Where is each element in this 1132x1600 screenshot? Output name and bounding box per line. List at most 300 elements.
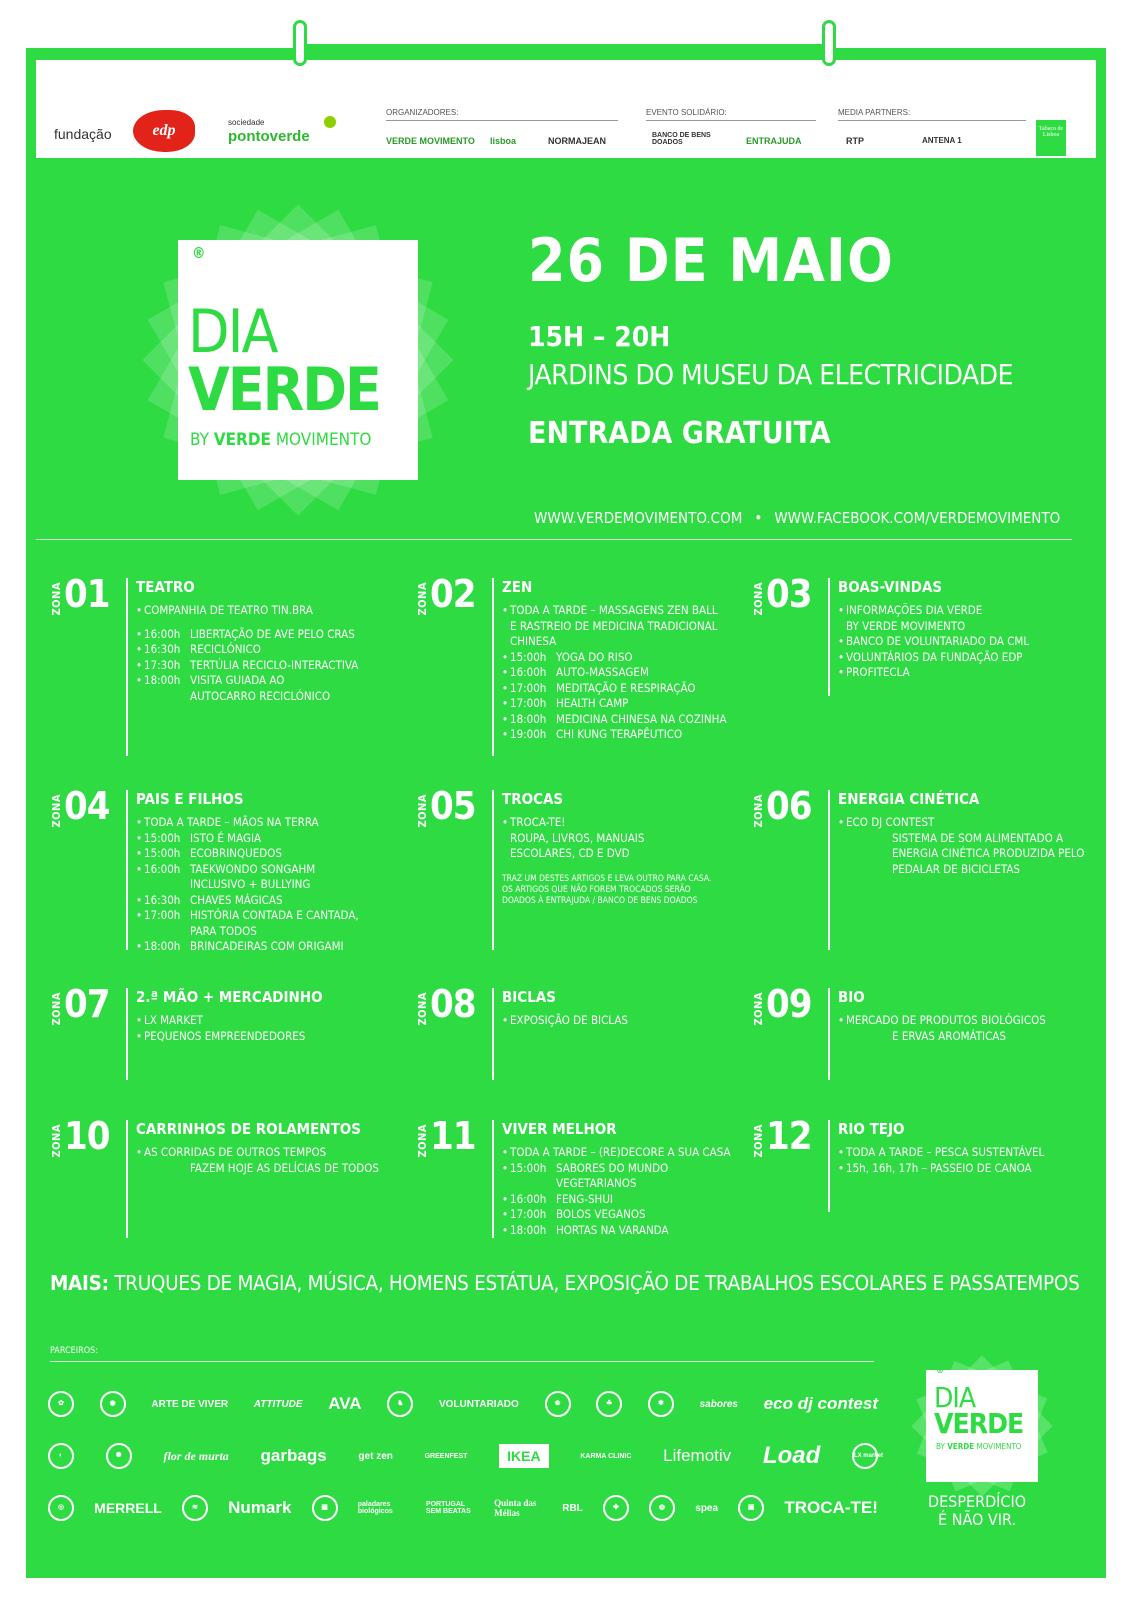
note-line: OS ARTIGOS QUE NÃO FOREM TROCADOS SERÃO [502,884,691,895]
schedule-text: COMPANHIA DE TEATRO TIN.BRA [144,603,313,617]
bullet-icon [838,831,846,847]
zone-divider [828,790,830,950]
schedule-item [838,1145,1100,1161]
bullet-icon: • [502,727,509,741]
zone-number: 01 [64,572,110,616]
zone-title: CARRINHOS DE ROLAMENTOS [136,1120,361,1138]
schedule-text: EXPOSIÇÃO DE BICLAS [510,1013,628,1027]
partner-logo: sabores [699,1398,738,1410]
zone-title: BICLAS [502,988,556,1006]
zone-title: TROCAS [502,790,564,808]
schedule-text: RECICLÓNICO [190,642,261,656]
zone-number: 10 [64,1114,110,1158]
schedule-text: ENERGIA CINÉTICA PRODUZIDA PELO [892,846,1085,860]
schedule-time: 15:00h [144,846,181,860]
hanging-clip-left [293,20,307,66]
partner-logo: Load [762,1442,821,1469]
partner-row [48,1430,883,1482]
zone-body [502,578,764,743]
schedule-item [136,846,398,862]
schedule-item [838,1161,1100,1177]
bullet-icon: • [838,665,845,679]
schedule-item [838,650,1100,666]
schedule-time [510,1176,556,1192]
bullet-icon [838,846,846,862]
bullet-icon [838,1029,846,1045]
event-date: 26 DE MAIO [528,226,894,296]
facebook-link[interactable]: WWW.FACEBOOK.COM/VERDEMOVIMENTO [774,509,1061,527]
zone-label: ZONA [752,582,765,616]
zone-title: ENERGIA CINÉTICA [838,790,980,808]
schedule-item [502,1013,764,1029]
schedule-text: AUTOCARRO RECICLÓNICO [190,688,331,703]
ponto-verde-small: sociedade [228,118,265,127]
partner-logo: eco dj contest [763,1394,878,1413]
zone-label: ZONA [50,992,63,1026]
schedule-text: TROCA-TE! [510,815,566,829]
url-separator: • [754,509,763,527]
partner-logo: ARTE DE VIVER [151,1398,229,1410]
schedule-text: TERTÚLIA RECICLO-INTERACTIVA [190,657,359,672]
schedule-text: AUTO-MASSAGEM [556,665,649,679]
schedule-text: HORTAS NA VARANDA [556,1222,669,1237]
zone-note [502,874,764,907]
partner-logo: TROCA-TE! [784,1498,878,1517]
schedule-item [502,1176,764,1192]
bullet-icon: • [136,815,143,829]
schedule-text: ESCOLARES, CD E DVD [510,846,630,860]
schedule-text: YOGA DO RISO [556,649,633,664]
schedule-item [502,831,764,847]
organizers-heading: ORGANIZADORES: [386,108,618,121]
schedule-item [838,846,1100,862]
schedule-item [136,893,398,909]
schedule-text: 15h, 16h, 17h – PASSEIO DE CANOA [846,1160,1032,1175]
zone-number: 04 [64,784,110,828]
schedule-time: 17:00h [510,1207,547,1221]
partner-logo: IKEA [499,1444,548,1468]
schedule-time: 17:30h [144,657,181,672]
schedule-item [136,689,398,705]
schedule-text: CHINESA [510,634,557,648]
partner-logo-icon: ≋ [182,1495,208,1521]
partner-row [48,1482,878,1534]
partner-logo-icon: ♞ [387,1391,413,1417]
schedule-item [838,665,1100,681]
bullet-icon [136,689,144,705]
bullet-icon: • [136,892,143,907]
bullet-icon: • [136,1028,143,1043]
schedule-text: CHAVES MÁGICAS [190,892,283,907]
schedule-time: 15:00h [510,649,547,664]
schedule-text: HISTÓRIA CONTADA E CANTADA, [190,908,359,922]
bullet-icon: • [502,680,509,695]
schedule-item [136,862,398,878]
schedule-text: LIBERTAÇÃO DE AVE PELO CRAS [190,626,355,641]
schedule-item [136,1013,398,1029]
schedule-time: 16:30h [144,642,181,656]
partner-logo-icon: ◍ [649,1495,675,1521]
poster [26,48,1106,1578]
partner-logo-icon: ✺ [106,1443,132,1469]
ponto-verde-dot-icon [324,116,336,128]
partner-logo: GREENFEST [424,1452,468,1460]
bullet-icon: • [136,626,143,641]
zone-number: 06 [766,784,812,828]
schedule-item [838,634,1100,650]
partner-logo: get zen [358,1450,393,1462]
spacer [136,619,398,627]
bullet-icon: • [136,861,143,876]
bullet-icon [502,619,510,635]
zone-title: ZEN [502,578,533,596]
zone-label: ZONA [416,1124,429,1158]
schedule-time: 17:00h [510,696,547,710]
schedule-item [136,831,398,847]
zone-divider [126,988,128,1080]
schedule-text: TODA A TARDE – PESCA SUSTENTÁVEL [846,1145,1045,1159]
zone-number: 05 [430,784,476,828]
media-heading: MEDIA PARTNERS: [838,108,1026,121]
bullet-icon: • [838,634,845,648]
partners-divider [50,1361,874,1362]
wordmark-dia: DIA [934,1381,976,1414]
partner-logo-icon: ✿ [48,1391,74,1417]
bullet-icon: • [838,1145,845,1159]
zone-divider [492,790,494,950]
hanging-string [300,44,830,48]
zone-title: VIVER MELHOR [502,1120,617,1138]
bullet-icon: • [502,649,509,664]
zone-divider [828,578,830,696]
zone-body [502,1120,764,1238]
bullet-icon: • [838,603,845,617]
schedule-item [502,815,764,831]
schedule-text: VOLUNTÁRIOS DA FUNDAÇÃO EDP [846,649,1023,664]
partner-logo-icon: ◐ [48,1443,74,1469]
partner-logo: AVA [328,1394,362,1413]
schedule-item [838,862,1100,878]
schedule-item [838,603,1100,619]
bullet-icon [136,877,144,893]
zone-number: 09 [766,982,812,1026]
schedule-item [838,831,1100,847]
partner-logo-icon: ▣ [738,1495,764,1521]
bullet-icon [502,846,510,862]
schedule-text: TODA A TARDE – (RE)DECORE A SUA CASA [510,1145,731,1159]
schedule-time [846,1029,892,1045]
schedule-item [838,815,1100,831]
media-logo: ANTENA 1 [922,136,962,145]
bullet-icon: • [838,1160,845,1175]
zone-title: BIO [838,988,865,1006]
zone-label: ZONA [50,794,63,828]
schedule-time: 17:00h [510,680,547,695]
schedule-item [502,1207,764,1223]
bullet-icon: • [502,1222,509,1237]
schedule-text: BY VERDE MOVIMENTO [846,618,966,633]
zone-number: 11 [430,1114,476,1158]
zone-label: ZONA [50,1124,63,1158]
schedule-time [144,1161,190,1177]
bullet-icon: • [136,846,143,860]
zone-number: 07 [64,982,110,1026]
slogan-line: DESPERDÍCIO [928,1492,1027,1511]
bullet-icon [136,1161,144,1177]
schedule-text: ISTO É MAGIA [190,830,262,845]
schedule-text: TODA A TARDE – MÃOS NA TERRA [144,815,319,829]
zone-body [838,1120,1100,1176]
bullet-icon: • [136,830,143,845]
partner-logo: Lifemotiv [663,1446,732,1465]
schedule-item [502,696,764,712]
schedule-text: PEQUENOS EMPREENDEDORES [144,1028,306,1043]
schedule-text: AS CORRIDAS DE OUTROS TEMPOS [144,1145,327,1159]
partner-logo-icon: ◉ [100,1391,126,1417]
bullet-icon: • [502,665,509,679]
schedule-text: FENG-SHUI [556,1191,613,1206]
partner-logo: VOLUNTARIADO [438,1398,519,1410]
schedule-text: BOLOS VEGANOS [556,1207,646,1221]
partner-logo: RBL [562,1502,583,1514]
registered-mark: ® [192,244,206,262]
schedule-item [502,1223,764,1239]
schedule-item [502,603,764,619]
schedule-text: PROFITECLA [846,665,910,679]
note-line: TRAZ UM DESTES ARTIGOS E LEVA OUTRO PARA CASA. [502,873,712,884]
partner-logo: PORTUGAL SEM BEATAS [425,1501,471,1515]
zone-label: ZONA [416,794,429,828]
organizer-logo: NORMAJEAN [548,136,607,146]
schedule-item [136,1145,398,1161]
schedule-item [502,1161,764,1177]
zone-body [838,988,1100,1044]
schedule-text: BANCO DE VOLUNTARIADO DA CML [846,634,1030,648]
partner-logo: spea [695,1502,719,1514]
schedule-text: MEDICINA CHINESA NA COZINHA [556,711,727,726]
schedule-text: INCLUSIVO + BULLYING [190,877,311,891]
zone-label: ZONA [752,1124,765,1158]
bullet-icon [838,619,846,635]
bullet-icon [502,1176,510,1192]
schedule-item [502,1192,764,1208]
bullet-icon: • [502,1013,509,1027]
media-logo: Tabaco de Lisboa [1036,120,1066,156]
zone-label: ZONA [752,794,765,828]
schedule-text: ROUPA, LIVROS, MANUAIS [510,830,645,845]
footer-slogan [928,1493,1026,1529]
bullet-icon: • [502,1160,509,1175]
schedule-text: FAZEM HOJE AS DELÍCIAS DE TODOS [190,1160,379,1175]
bullet-icon: • [838,1013,845,1027]
wordmark-byline: BY VERDE MOVIMENTO [190,430,372,450]
schedule-time: 19:00h [510,727,547,741]
schedule-item [838,1029,1100,1045]
schedule-item [136,924,398,940]
schedule-time [144,689,190,705]
zone-label: ZONA [752,992,765,1026]
schedule-item [136,658,398,674]
partner-row [48,1378,878,1430]
schedule-time: 18:00h [510,1222,547,1237]
zone-title: BOAS-VINDAS [838,578,943,596]
schedule-time [846,846,892,862]
bullet-icon: • [502,1191,509,1206]
schedule-item [838,1013,1100,1029]
solidary-logo: BANCO DE BENS DOADOS [652,132,711,146]
zone-divider [492,578,494,756]
schedule-item [502,619,764,635]
zone-number: 02 [430,572,476,616]
zone-body [838,578,1100,681]
zone-divider [126,578,128,756]
schedule-item [136,1029,398,1045]
schedule-item [136,642,398,658]
bullet-icon: • [502,711,509,726]
partner-logo: MERRELL [94,1500,162,1516]
zone-label: ZONA [50,582,63,616]
schedule-text: SISTEMA DE SOM ALIMENTADO A [892,830,1064,845]
zone-label: ZONA [416,992,429,1026]
bullet-icon: • [502,815,509,829]
schedule-item [136,908,398,924]
ponto-verde-logo: pontoverde [228,128,310,145]
zone-title: PAIS E FILHOS [136,790,244,808]
zone-body [502,790,764,907]
solidary-logo: ENTRAJUDA [746,136,802,146]
partner-logo: paladares biológicos [357,1501,393,1515]
bullet-icon: • [136,908,143,922]
partner-logo-icon: ☘ [596,1391,622,1417]
partner-logo-icon: ❀ [545,1391,571,1417]
zone-divider [126,1120,128,1238]
schedule-item [502,634,764,650]
schedule-time: 18:00h [144,939,181,953]
event-urls [528,509,1066,527]
zone-body [838,790,1100,877]
partner-logo: KARMA CLINIC [580,1452,632,1460]
slogan-line: É NÃO VIR. [938,1510,1017,1529]
website-link[interactable]: WWW.VERDEMOVIMENTO.COM [534,509,743,527]
schedule-item [502,1145,764,1161]
zone-body [502,988,764,1029]
partner-logo: flor de murta [163,1448,229,1463]
bullet-icon [136,924,144,940]
schedule-text: CHI KUNG TERAPÊUTICO [556,727,683,741]
edp-logo: edp [133,110,195,152]
schedule-text: E RASTREIO DE MEDICINA TRADICIONAL [510,618,718,633]
zone-divider [126,790,128,950]
zone-body [136,1120,398,1176]
event-entry: ENTRADA GRATUITA [528,416,831,451]
bullet-icon: • [136,939,143,953]
partner-logo-icon: ◎ [48,1495,74,1521]
zone-divider [828,1120,830,1212]
solidary-heading: EVENTO SOLIDÁRIO: [646,108,816,121]
event-venue: JARDINS DO MUSEU DA ELECTRICIDADE [528,358,1013,391]
hanging-clip-right [822,20,836,66]
schedule-time [144,877,190,893]
registered-mark: ® [936,1366,945,1376]
schedule-time: 16:00h [510,665,547,679]
schedule-time: 16:00h [144,626,181,641]
schedule-text: VISITA GUIADA AO [190,673,285,687]
schedule-item [502,712,764,728]
schedule-text: TODA A TARDE – MASSAGENS ZEN BALL [510,603,718,617]
bullet-icon: • [838,649,845,664]
bullet-icon: • [502,603,509,617]
bullet-icon: • [502,1207,509,1221]
partner-logo: Numark [228,1498,292,1517]
bullet-icon: • [502,1145,509,1159]
bullet-icon: • [136,673,143,687]
schedule-text: MERCADO DE PRODUTOS BIOLÓGICOS [846,1013,1046,1027]
zone-number: 03 [766,572,812,616]
partner-logo: Quinta das Mélias [494,1498,537,1518]
wordmark-dia: DIA [188,297,277,367]
schedule-item [502,665,764,681]
more-activities: MAIS: TRUQUES DE MAGIA, MÚSICA, HOMENS ESTÁTUA, EXPOSIÇÃO DE TRABALHOS ESCOLARES E PASSATEMPOS [50,1271,1080,1295]
wordmark-verde: VERDE [934,1407,1024,1440]
bullet-icon: • [136,603,143,617]
schedule-item [136,603,398,619]
schedule-time: 15:00h [144,830,181,845]
partners-heading: PARCEIROS: [50,1346,99,1356]
schedule-text: PEDALAR DE BICICLETAS [892,861,1020,876]
wordmark-verde: VERDE [188,355,380,425]
schedule-time: 16:30h [144,892,181,907]
bullet-icon: • [502,696,509,710]
schedule-time: 16:00h [144,861,181,876]
schedule-item [136,1161,398,1177]
organizer-logo: VERDE MOVIMENTO [386,136,475,146]
bullet-icon: • [136,657,143,672]
schedule-item [838,619,1100,635]
schedule-item [502,650,764,666]
zone-divider [492,1120,494,1238]
bullet-icon [838,862,846,878]
partner-logo: LX market [852,1443,878,1469]
bullet-icon [502,634,510,650]
zone-label: ZONA [416,582,429,616]
schedule-text: ECO DJ CONTEST [846,815,935,829]
divider [36,539,1072,540]
zone-divider [828,988,830,1080]
sponsor-strip [36,60,1096,158]
zone-divider [492,988,494,1080]
schedule-time: 16:00h [510,1191,547,1206]
organizer-logo: lisboa [490,136,517,146]
schedule-time: 18:00h [144,673,181,687]
schedule-text: PARA TODOS [190,923,257,938]
schedule-item [136,627,398,643]
schedule-text: BRINCADEIRAS COM ORIGAMI [190,939,344,953]
media-logo: RTP [846,136,864,146]
schedule-item [136,877,398,893]
zone-title: 2.ª MÃO + MERCADINHO [136,988,323,1006]
schedule-time: 18:00h [510,711,547,726]
schedule-text: ECOBRINQUEDOS [190,846,282,860]
schedule-item [136,815,398,831]
event-time: 15H – 20H [528,320,671,353]
bullet-icon: • [136,642,143,656]
partner-logo: ATTITUDE [253,1398,303,1410]
zone-number: 08 [430,982,476,1026]
schedule-text: LX MARKET [144,1013,203,1027]
schedule-text: E ERVAS AROMÁTICAS [892,1028,1006,1043]
partner-logos [48,1378,883,1534]
schedule-text: INFORMAÇÕES DIA VERDE [846,603,983,617]
